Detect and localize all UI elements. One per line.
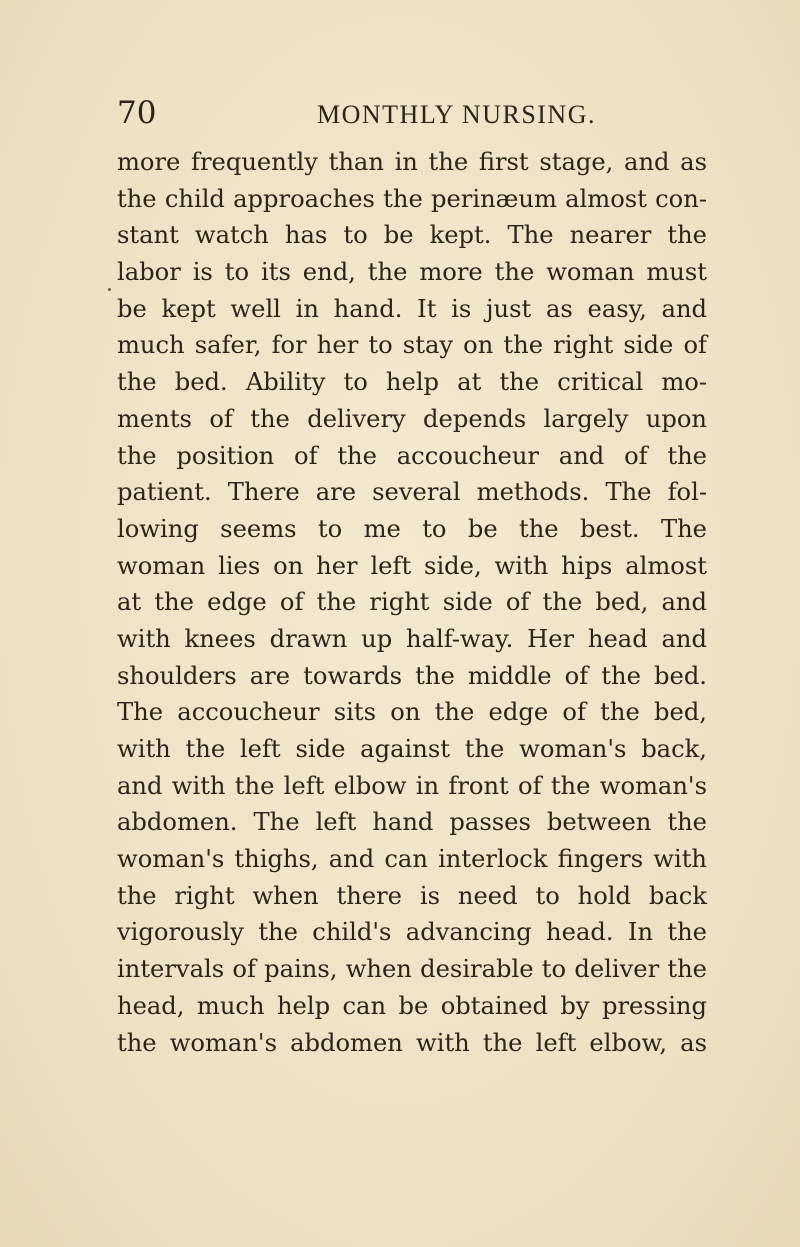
text-line: lowing seems to me to be the best. The [117,514,707,543]
text-line: labor is to its end, the more the woman must [117,258,707,287]
text-line: with the left side against the woman's back, [117,735,707,763]
text-line: abdomen. The left hand passes between the [117,808,707,837]
margin-mark [108,288,111,291]
text-line: more frequently than in the first stage, and as [117,148,707,176]
text-line: The accoucheur sits on the edge of the bed, [117,698,707,727]
text-line: with knees drawn up half-way. Her head and [117,624,707,653]
text-line: intervals of pains, when desirable to deliver the [117,955,707,984]
text-line: vigorously the child's advancing head. In the [117,918,707,947]
text-line: stant watch has to be kept. The nearer the [117,221,707,250]
text-line: the right when there is need to hold back [117,881,707,910]
text-line: and with the left elbow in front of the woman's [117,771,707,800]
text-line: at the edge of the right side of the bed, and [117,588,707,617]
page-number: 70 [117,95,157,131]
text-line: the child approaches the perinæum almost con- [117,184,707,213]
body-text [117,144,707,1061]
text-line: the woman's abdomen with the left elbow, as [117,1028,707,1057]
text-line: woman lies on her left side, with hips almost [117,551,707,580]
text-line: the position of the accoucheur and of the [117,441,707,470]
text-line: the bed. Ability to help at the critical mo- [117,368,707,397]
text-line: patient. There are several methods. The fol- [117,478,707,507]
text-line: ments of the delivery depends largely upon [117,404,707,433]
text-line: head, much help can be obtained by pressing [117,991,707,1020]
running-head [117,93,707,133]
text-line: much safer, for her to stay on the right side of [117,331,707,360]
running-title: MONTHLY NURSING. [317,100,596,129]
text-line: shoulders are towards the middle of the bed. [117,661,707,690]
text-line: woman's thighs, and can interlock fingers with [117,845,707,874]
text-line: be kept well in hand. It is just as easy, and [117,294,707,323]
